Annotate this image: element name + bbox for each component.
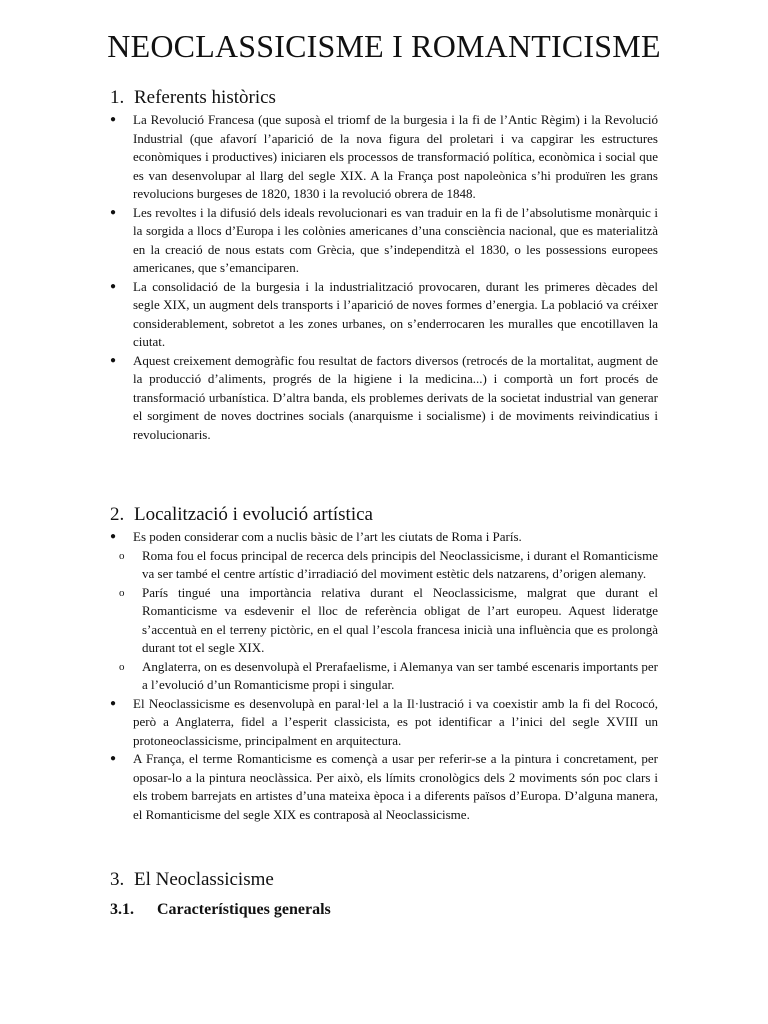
subsection-title: Característiques generals <box>157 901 331 918</box>
list-item-text: La Revolució Francesa (que suposà el triomf de la burgesia i la fi de l’Antic Règim) i la Revolució Industrial (que afavorí l’aparició de la nova figura del proletari i va capgirar les estructures econòmiques i productives) iniciaren els processos de transformació política, econòmica i social que es van desenvolupar al llarg del segle XIX. A la França post napoleònica s’hi produïren les grans revolucions burgeses de 1820, 1830 i la revolució obrera de 1848. <box>133 112 658 201</box>
sub-list-item-text: París tingué una importància relativa durant el Neoclassicisme, malgrat que durant el Romanticisme va esdevenir el lloc de referència obligat de l’art europeu. Aquest lideratge s’accentuà en el terreny pictòric, en el qual l’escola francesa inicià una influència que es prolongà durant tot el segle XIX. <box>142 584 658 655</box>
list-item-text: A França, el terme Romanticisme es començà a usar per referir-se a la pintura i concretament, per oposar-lo a la pintura neoclàssica. Per això, els límits cronològics dels 2 moviments són poc clars i els trobem barrejats en artistes d’una mateixa època i a diferents països d’Europa. D’alguna manera, el Romanticisme del segle XIX es contraposà al Neoclassicisme. <box>133 751 658 822</box>
list-item <box>0 695 658 751</box>
list-item-text: Les revoltes i la difusió dels ideals revolucionari es van traduir en la fi de l’absolutisme monàrquic i la sorgida a llocs d’Europa i les colònies americanes d’una consciència nacional, que es materialitzà en la creació de nous estats com Grècia, que s’independitzà el 1830, o les possessions europees americanes, que s’emanciparen. <box>133 204 658 275</box>
list-item <box>0 111 658 204</box>
bullet-icon: ● <box>110 753 117 764</box>
section-heading-2 <box>110 503 373 527</box>
sub-list-item-text: Anglaterra, on es desenvolupà el Prerafaelisme, i Alemanya van ser també escenaris importants per a l’evolució d’un Romanticisme propi i singular. <box>142 658 658 692</box>
list-item <box>0 750 658 824</box>
list-item-text: La consolidació de la burgesia i la industrialització provocaren, durant les primeres dècades del segle XIX, un augment dels transports i l’aparició de noves formes d’energia. La població va créixer considerablement, sobretot a les zones urbanes, on s’enderrocaren les muralles que encotillaven la ciutat. <box>133 278 658 349</box>
subsection-number: 3.1. <box>110 901 134 918</box>
sub-list-item <box>0 658 658 695</box>
section-number: 3. <box>110 869 125 890</box>
section-heading-1 <box>110 86 276 110</box>
bullet-icon: ● <box>110 114 117 125</box>
section-heading-3 <box>110 868 274 892</box>
document-title: NEOCLASSICISME I ROMANTICISME <box>107 28 661 64</box>
hollow-bullet-icon: o <box>119 586 125 599</box>
list-item-text: Es poden considerar com a nuclis bàsic de l’art les ciutats de Roma i París. <box>133 529 522 544</box>
sub-list-item <box>0 584 658 658</box>
section-1-list <box>0 111 768 444</box>
section-2-list <box>0 528 768 824</box>
hollow-bullet-icon: o <box>119 549 125 562</box>
list-item <box>0 528 658 547</box>
sub-list <box>0 547 768 695</box>
bullet-icon: ● <box>110 206 117 218</box>
section-number: 1. <box>110 87 125 108</box>
hollow-bullet-icon: o <box>119 660 125 673</box>
section-number: 2. <box>110 504 125 525</box>
list-item-text: El Neoclassicisme es desenvolupà en paral·lel a la Il·lustració i va coexistir amb la fi del Rococó, però a Anglaterra, fidel a l’esperit classicista, es pot identificar a l’inici del segle XVIII un protoneoclassicisme, principalment en arquitectura. <box>133 695 658 748</box>
section-title: Localització i evolució artística <box>134 504 373 525</box>
bullet-icon: ● <box>110 531 117 542</box>
list-item <box>0 204 658 278</box>
bullet-icon: ● <box>110 697 117 709</box>
subsection-heading <box>110 899 331 921</box>
sub-list-item-text: Roma fou el focus principal de recerca dels principis del Neoclassicisme, i durant el Romanticisme va ser també el centre artístic d’irradiació del moviment estètic dels natzarens, d’origen alemany. <box>142 547 658 581</box>
list-item <box>0 352 658 445</box>
section-title: El Neoclassicisme <box>134 869 274 890</box>
list-item-text: Aquest creixement demogràfic fou resultat de factors diversos (retrocés de la mortalitat, augment de la producció d’aliments, progrés de la higiene i la medicina...) i comportà un fort procés de transformació urbanística. D’altra banda, els problemes derivats de la societat industrial van generar el sorgiment de noves doctrines socials (anarquisme i socialisme) i de moviments reivindicatius i revolucionaris. <box>133 352 658 442</box>
section-title: Referents històrics <box>134 87 276 108</box>
bullet-icon: ● <box>110 280 117 292</box>
list-item <box>0 278 658 352</box>
sub-list-item <box>0 547 658 584</box>
bullet-icon: ● <box>110 354 117 366</box>
